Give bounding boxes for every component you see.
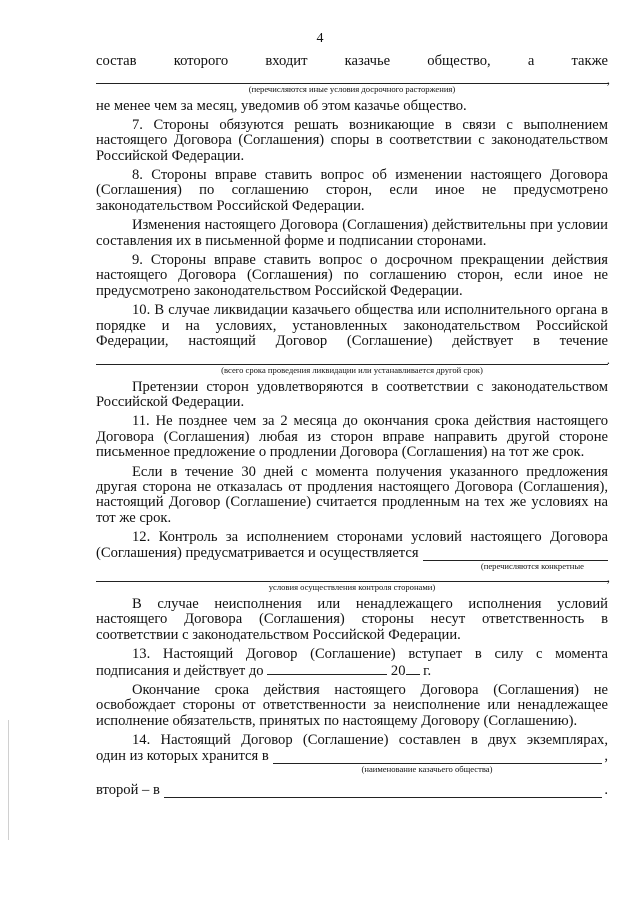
document-body — [96, 54, 608, 798]
hint-liquidation-term: (всего срока проведения ликвидации или устанавливается другой срок) — [221, 364, 483, 375]
clause-12-liability: В случае неисполнения или ненадлежащего исполнения условий настоящего Договора (Соглашения) стороны несут ответственность в соответствии с законодательством Российской Федерации. — [96, 595, 608, 643]
clause-13-line-1: 13. Настоящий Договор (Соглашение) вступает в силу с момента — [132, 646, 608, 663]
blank-year — [406, 663, 420, 675]
blank-control-conditions — [423, 547, 608, 561]
hint-control-b: условия осуществления контроля сторонами) — [268, 581, 436, 592]
clause-8-changes: Изменения настоящего Договора (Соглашения) действительны при условии составления их в письменной форме и подписании сторонами. — [96, 217, 608, 249]
clause-14-line-1: 14. Настоящий Договор (Соглашение) составлен в двух экземплярах, — [132, 732, 608, 749]
scan-edge-mark — [8, 720, 9, 840]
blank-line-control: , — [96, 571, 608, 582]
notice-line: не менее чем за месяц, уведомив об этом казачье общество. — [96, 98, 467, 115]
clause-8: 8. Стороны вправе ставить вопрос об изменении настоящего Договора (Соглашения) по соглашению сторон, если иное не предусмотрено законодательством Российской Федерации. — [96, 167, 608, 214]
page-number: 4 — [316, 31, 324, 46]
blank-line-early-termination: , — [96, 69, 608, 84]
clause-10-claims: Претензии сторон удовлетворяются в соответствии с законодательством Российской Федерации. — [96, 378, 608, 410]
clause-12-line-1: 12. Контроль за исполнением сторонами условий настоящего Договора — [132, 529, 608, 546]
hint-early-termination: (перечисляются иные условия досрочного расторжения) — [248, 84, 456, 95]
intro-line: состав которого входит казачье общество, а также — [96, 53, 608, 69]
clause-11-extension: Если в течение 30 дней с момента получения указанного предложения другая сторона не отказалась от продления настоящего Договора (Соглашения), настоящий Договор (Соглашение) считается продленным на тех же условиях на тот же срок. — [96, 463, 608, 526]
clause-13-line-2: подписания и действует до 20 г. — [96, 662, 432, 679]
clause-10: 10. В случае ликвидации казачьего общества или исполнительного органа в порядке и на условиях, установленных законодательством Российской Федерации, настоящий Договор (Соглашение) действует в течение — [96, 302, 608, 350]
blank-second-copy — [164, 784, 602, 798]
clause-12-line-2: (Соглашения) предусматривается и осуществляется — [96, 546, 608, 561]
blank-line-liquidation-term: . — [96, 350, 608, 365]
clause-7: 7. Стороны обязуются решать возникающие в связи с выполнением настоящего Договора (Соглашения) споры в соответствии с законодательством Российской Федерации. — [96, 116, 608, 164]
hint-control-a: (перечисляются конкретные — [480, 560, 584, 571]
clause-14-line-3: второй – в . — [96, 782, 608, 799]
blank-organization — [273, 750, 603, 764]
hint-organization: (наименование казачьего общества) — [361, 764, 493, 775]
blank-date — [267, 663, 387, 675]
clause-13-end: Окончание срока действия настоящего Договора (Соглашения) не освобождает стороны от ответственности за неисполнение или ненадлежащее исполнение обязательств, принятых по настоящему Договору (Соглашению). — [96, 682, 608, 729]
clause-14-line-2: один из которых хранится в , — [96, 747, 608, 764]
clause-9: 9. Стороны вправе ставить вопрос о досрочном прекращении действия настоящего Договора (Соглашения) по соглашению сторон, если иное не предусмотрено законодательством Российской Федерации. — [96, 252, 608, 299]
clause-11: 11. Не позднее чем за 2 месяца до окончания срока действия настоящего Договора (Соглашения) любая из сторон вправе направить другой стороне письменное предложение о продлении Договора (Соглашения) на тот же срок. — [96, 413, 608, 461]
